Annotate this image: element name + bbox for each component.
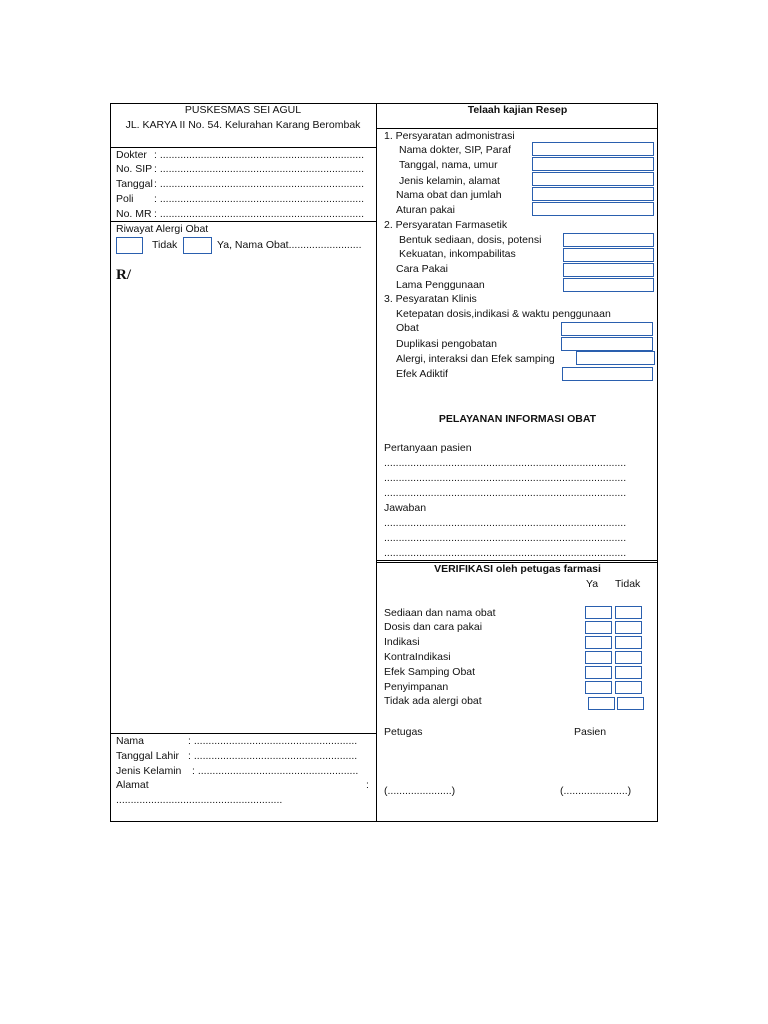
- verify-no-checkbox[interactable]: [617, 697, 644, 710]
- clinic-name: PUSKESMAS SEI AGUL: [184, 104, 302, 116]
- footer-name-field[interactable]: : ........................................................: [188, 735, 358, 747]
- verification-item: Penyimpanan: [384, 681, 449, 693]
- verify-no-checkbox[interactable]: [615, 651, 642, 664]
- clinical-check-box[interactable]: [562, 367, 653, 381]
- clinical-item: Duplikasi pengobatan: [396, 338, 497, 350]
- verify-yes-checkbox[interactable]: [588, 697, 615, 710]
- answer-line[interactable]: ...................................................................................: [384, 547, 627, 559]
- doctor-label: Dokter: [116, 149, 147, 161]
- verify-yes-checkbox[interactable]: [585, 636, 612, 649]
- poli-label: Poli: [116, 193, 134, 205]
- pharma-item: Bentuk sediaan, dosis, potensi: [399, 234, 542, 246]
- admin-requirements-heading: 1. Persyaratan admonistrasi: [384, 130, 515, 142]
- verify-no-checkbox[interactable]: [615, 681, 642, 694]
- clinical-check-box[interactable]: [561, 337, 653, 351]
- pharma-check-box[interactable]: [563, 233, 654, 247]
- verify-yes-checkbox[interactable]: [585, 666, 612, 679]
- footer-address-colon: :: [366, 779, 369, 791]
- doctor-field[interactable]: : ......................................................................: [154, 149, 365, 161]
- info-divider: [110, 221, 376, 222]
- clinical-check-box[interactable]: [561, 322, 653, 336]
- verification-item: Indikasi: [384, 636, 420, 648]
- allergy-no-checkbox[interactable]: [116, 237, 143, 254]
- verify-yes-checkbox[interactable]: [585, 681, 612, 694]
- pharma-item: Cara Pakai: [396, 263, 448, 275]
- answer-line[interactable]: ...................................................................................: [384, 517, 627, 529]
- question-label: Pertanyaan pasien: [384, 442, 472, 454]
- officer-label: Petugas: [384, 726, 423, 738]
- verification-title: VERIFIKASI oleh petugas farmasi: [434, 563, 601, 575]
- admin-item: Aturan pakai: [396, 204, 455, 216]
- verify-yes-checkbox[interactable]: [585, 651, 612, 664]
- footer-address-field[interactable]: .........................................................: [116, 794, 283, 806]
- verify-no-checkbox[interactable]: [615, 621, 642, 634]
- verification-item: KontraIndikasi: [384, 651, 451, 663]
- pharma-check-box[interactable]: [563, 278, 654, 292]
- verify-no-checkbox[interactable]: [615, 606, 642, 619]
- answer-label: Jawaban: [384, 502, 427, 514]
- clinical-requirements-heading: 3. Pesyaratan Klinis: [384, 293, 477, 305]
- admin-item: Nama obat dan jumlah: [396, 189, 502, 201]
- mr-field[interactable]: : ......................................................................: [154, 208, 365, 220]
- verification-divider-top: [377, 560, 658, 561]
- admin-check-box[interactable]: [532, 157, 654, 171]
- allergy-no-label: Tidak: [152, 239, 178, 251]
- allergy-yes-label[interactable]: Ya, Nama Obat.........................: [217, 239, 362, 251]
- allergy-title: Riwayat Alergi Obat: [116, 223, 209, 235]
- review-title: Telaah kajian Resep: [467, 104, 568, 116]
- clinical-item: Obat: [396, 322, 419, 334]
- question-line[interactable]: ...................................................................................: [384, 457, 627, 469]
- no-column-header: Tidak: [615, 578, 641, 590]
- footer-gender-field[interactable]: : .......................................................: [192, 765, 359, 777]
- admin-item: Nama dokter, SIP, Paraf: [399, 144, 511, 156]
- verification-item: Tidak ada alergi obat: [384, 695, 482, 707]
- clinical-item: Ketepatan dosis,indikasi & waktu penggunaan: [396, 308, 611, 320]
- pharma-item: Kekuatan, inkompabilitas: [399, 248, 516, 260]
- question-line[interactable]: ...................................................................................: [384, 487, 627, 499]
- officer-signature-line[interactable]: (......................): [384, 785, 456, 797]
- sip-label: No. SIP: [116, 163, 153, 175]
- header-divider: [110, 147, 376, 148]
- yes-column-header: Ya: [586, 578, 599, 590]
- footer-dob-field[interactable]: : ........................................................: [188, 750, 358, 762]
- allergy-yes-checkbox[interactable]: [183, 237, 212, 254]
- footer-address-label: Alamat: [116, 779, 149, 791]
- verification-item: Dosis dan cara pakai: [384, 621, 483, 633]
- verify-no-checkbox[interactable]: [615, 666, 642, 679]
- sip-field[interactable]: : ......................................................................: [154, 163, 365, 175]
- footer-dob-label: Tanggal Lahir: [116, 750, 180, 762]
- mr-label: No. MR: [116, 208, 152, 220]
- pharma-check-box[interactable]: [563, 248, 654, 262]
- clinical-check-box[interactable]: [576, 351, 655, 365]
- admin-item: Jenis kelamin, alamat: [399, 175, 500, 187]
- footer-name-label: Nama: [116, 735, 145, 747]
- clinical-item: Efek Adiktif: [396, 368, 448, 380]
- question-line[interactable]: ...................................................................................: [384, 472, 627, 484]
- patient-label: Pasien: [574, 726, 607, 738]
- admin-check-box[interactable]: [532, 187, 654, 201]
- rx-symbol: R/: [116, 267, 131, 283]
- verification-item: Sediaan dan nama obat: [384, 607, 496, 619]
- verification-item: Efek Samping Obat: [384, 666, 476, 678]
- clinic-address: JL. KARYA II No. 54. Kelurahan Karang Berombak: [125, 119, 361, 131]
- pharma-item: Lama Penggunaan: [396, 279, 485, 291]
- date-field[interactable]: : ......................................................................: [154, 178, 365, 190]
- clinical-item: Alergi, interaksi dan Efek samping: [396, 353, 555, 365]
- verify-yes-checkbox[interactable]: [585, 606, 612, 619]
- date-label: Tanggal: [116, 178, 153, 190]
- answer-line[interactable]: ...................................................................................: [384, 532, 627, 544]
- verify-no-checkbox[interactable]: [615, 636, 642, 649]
- admin-check-box[interactable]: [532, 202, 654, 216]
- pharma-requirements-heading: 2. Persyaratan Farmasetik: [384, 219, 508, 231]
- pio-title: PELAYANAN INFORMASI OBAT: [438, 413, 597, 425]
- verify-yes-checkbox[interactable]: [585, 621, 612, 634]
- review-divider: [377, 128, 658, 129]
- admin-check-box[interactable]: [532, 172, 654, 186]
- poli-field[interactable]: : ......................................................................: [154, 193, 365, 205]
- patient-signature-line[interactable]: (......................): [560, 785, 632, 797]
- admin-check-box[interactable]: [532, 142, 654, 156]
- column-divider: [376, 103, 377, 822]
- footer-gender-label: Jenis Kelamin: [116, 765, 182, 777]
- admin-item: Tanggal, nama, umur: [399, 159, 498, 171]
- pharma-check-box[interactable]: [563, 263, 654, 277]
- footer-divider: [110, 733, 376, 734]
